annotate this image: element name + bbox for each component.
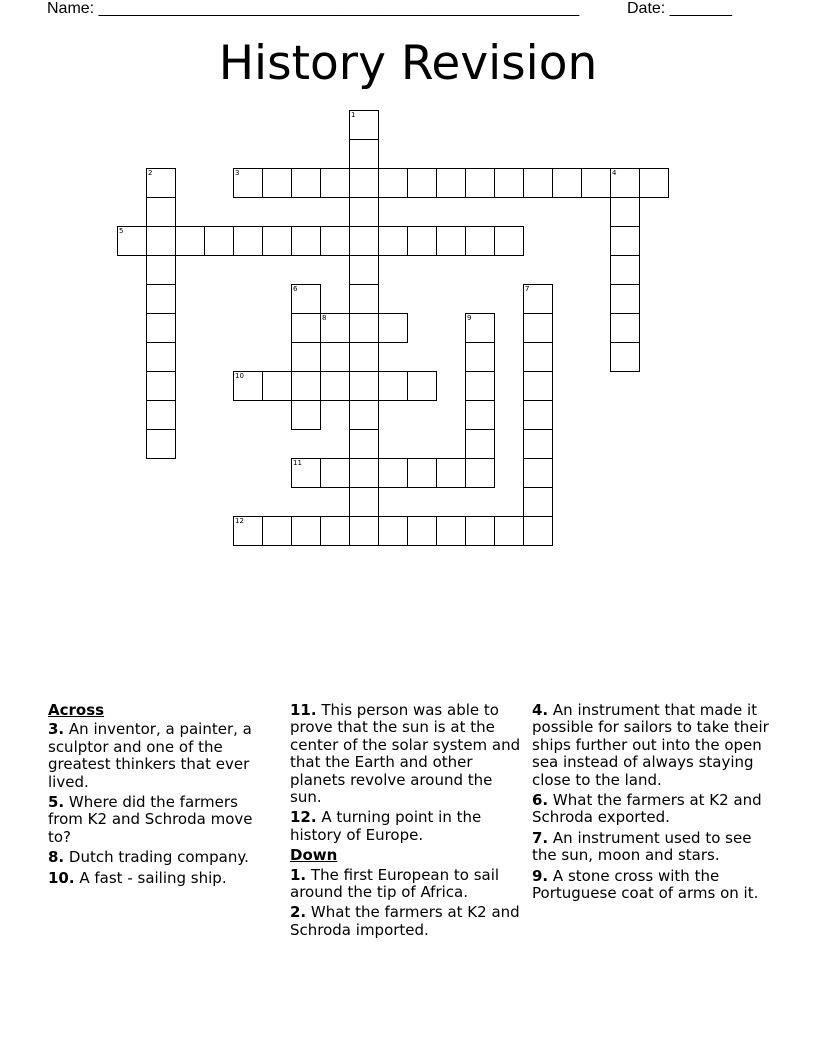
grid-cell[interactable] — [146, 313, 176, 343]
grid-cell[interactable] — [378, 516, 408, 546]
grid-cell[interactable] — [610, 284, 640, 314]
grid-cell[interactable] — [146, 255, 176, 285]
grid-cell[interactable] — [349, 255, 379, 285]
clues-column-1 — [48, 702, 276, 890]
grid-cell[interactable] — [436, 226, 466, 256]
clue-number: 12. — [290, 808, 317, 827]
grid-cell[interactable] — [320, 313, 350, 343]
clue-text: What the farmers at K2 and Schroda exported. — [532, 791, 762, 827]
grid-cell[interactable] — [436, 458, 466, 488]
grid-cell[interactable] — [349, 371, 379, 401]
clue-text: A stone cross with the Portuguese coat of arms on it. — [532, 866, 759, 903]
clue-text: The first European to sail around the tip of Africa. — [290, 865, 500, 902]
grid-cell[interactable] — [407, 168, 437, 198]
grid-cell[interactable] — [291, 313, 321, 343]
grid-cell[interactable] — [146, 226, 176, 256]
grid-cell[interactable] — [233, 168, 263, 198]
grid-cell[interactable] — [523, 371, 553, 401]
date-field-label[interactable]: Date: _______ — [627, 0, 732, 17]
grid-cell[interactable] — [610, 313, 640, 343]
grid-cell[interactable] — [291, 516, 321, 546]
grid-cell[interactable] — [523, 313, 553, 343]
grid-cell[interactable] — [320, 226, 350, 256]
grid-cell[interactable] — [349, 110, 379, 140]
grid-cell[interactable] — [494, 168, 524, 198]
clue-text: A fast - sailing ship. — [79, 868, 227, 887]
grid-cell[interactable] — [523, 342, 553, 372]
page-title: History Revision — [218, 36, 598, 91]
grid-cell[interactable] — [610, 226, 640, 256]
grid-cell[interactable] — [523, 168, 553, 198]
clue-number: 2. — [290, 903, 307, 922]
grid-cell[interactable] — [349, 487, 379, 517]
grid-cell[interactable] — [436, 516, 466, 546]
grid-cell[interactable] — [378, 168, 408, 198]
grid-cell[interactable] — [146, 284, 176, 314]
grid-cell[interactable] — [523, 458, 553, 488]
cell-number: 2 — [148, 169, 153, 177]
clue-number: 10. — [48, 868, 75, 887]
grid-cell[interactable] — [291, 284, 321, 314]
cell-number: 10 — [235, 372, 244, 380]
clue-down-9 — [532, 868, 772, 903]
grid-cell[interactable] — [407, 371, 437, 401]
grid-cell[interactable] — [523, 429, 553, 459]
cell-number: 11 — [293, 459, 302, 467]
clue-text: Dutch trading company. — [68, 848, 249, 867]
clue-down-4 — [532, 702, 772, 789]
clue-across-8 — [48, 849, 276, 866]
grid-cell[interactable] — [175, 226, 205, 256]
grid-cell[interactable] — [320, 371, 350, 401]
grid-cell[interactable] — [465, 400, 495, 430]
clue-down-2 — [290, 904, 525, 939]
grid-cell[interactable] — [349, 429, 379, 459]
clue-number: 6. — [532, 791, 549, 810]
grid-cell[interactable] — [233, 226, 263, 256]
grid-cell[interactable] — [349, 400, 379, 430]
cell-number: 8 — [322, 314, 327, 322]
clue-text: An inventor, a painter, a sculptor and one of the greatest thinkers that ever lived. — [48, 720, 252, 791]
grid-cell[interactable] — [320, 458, 350, 488]
grid-cell[interactable] — [407, 226, 437, 256]
clues-column-3 — [532, 702, 772, 905]
across-heading: Across — [48, 701, 105, 719]
grid-cell[interactable] — [117, 226, 147, 256]
grid-cell[interactable] — [262, 371, 292, 401]
clue-text: This person was able to prove that the sun is at the center of the solar system and that the Earth and other planets revolve around the sun. — [290, 701, 521, 807]
grid-cell[interactable] — [378, 226, 408, 256]
grid-cell[interactable] — [436, 168, 466, 198]
grid-cell[interactable] — [349, 197, 379, 227]
clue-number: 5. — [48, 793, 65, 812]
grid-cell[interactable] — [494, 516, 524, 546]
grid-cell[interactable] — [407, 516, 437, 546]
grid-cell[interactable] — [610, 342, 640, 372]
grid-cell[interactable] — [465, 168, 495, 198]
grid-cell[interactable] — [407, 458, 437, 488]
grid-cell[interactable] — [146, 168, 176, 198]
grid-cell[interactable] — [349, 516, 379, 546]
clue-number: 4. — [532, 701, 549, 719]
grid-cell[interactable] — [320, 516, 350, 546]
grid-cell[interactable] — [523, 400, 553, 430]
grid-cell[interactable] — [146, 371, 176, 401]
cell-number: 12 — [235, 517, 244, 525]
grid-cell[interactable] — [262, 168, 292, 198]
grid-cell[interactable] — [233, 516, 263, 546]
grid-cell[interactable] — [349, 168, 379, 198]
grid-cell[interactable] — [465, 429, 495, 459]
grid-cell[interactable] — [465, 516, 495, 546]
cell-number: 5 — [119, 227, 124, 235]
clue-text: An instrument used to see the sun, moon and stars. — [532, 828, 752, 865]
grid-cell[interactable] — [349, 226, 379, 256]
cell-number: 3 — [235, 169, 240, 177]
grid-cell[interactable] — [291, 168, 321, 198]
clue-across-5 — [48, 794, 276, 846]
clue-number: 9. — [532, 866, 549, 885]
grid-cell[interactable] — [523, 516, 553, 546]
grid-cell[interactable] — [233, 371, 263, 401]
clue-number: 11. — [290, 701, 317, 719]
grid-cell[interactable] — [378, 458, 408, 488]
clue-number: 3. — [48, 720, 65, 739]
grid-cell[interactable] — [291, 226, 321, 256]
grid-cell[interactable] — [494, 226, 524, 256]
clue-text: Where did the farmers from K2 and Schroda move to? — [48, 793, 253, 846]
grid-cell[interactable] — [349, 284, 379, 314]
grid-cell[interactable] — [320, 168, 350, 198]
grid-cell[interactable] — [349, 342, 379, 372]
grid-cell[interactable] — [552, 168, 582, 198]
grid-cell[interactable] — [291, 371, 321, 401]
grid-cell[interactable] — [349, 458, 379, 488]
clue-down-7 — [532, 830, 772, 865]
grid-cell[interactable] — [523, 487, 553, 517]
clue-number: 7. — [532, 828, 549, 847]
clue-number: 8. — [48, 848, 65, 867]
grid-cell[interactable] — [610, 255, 640, 285]
grid-cell[interactable] — [349, 313, 379, 343]
cell-number: 9 — [467, 314, 472, 322]
cell-number: 1 — [351, 111, 356, 119]
cell-number: 4 — [612, 169, 617, 177]
grid-cell[interactable] — [523, 284, 553, 314]
clue-text: What the farmers at K2 and Schroda imported. — [290, 903, 520, 939]
grid-cell[interactable] — [291, 342, 321, 372]
grid-cell[interactable] — [262, 516, 292, 546]
grid-cell[interactable] — [639, 168, 669, 198]
grid-cell[interactable] — [581, 168, 611, 198]
grid-cell[interactable] — [610, 168, 640, 198]
grid-cell[interactable] — [204, 226, 234, 256]
grid-cell[interactable] — [465, 342, 495, 372]
clue-down-6 — [532, 792, 772, 827]
clue-across-10 — [48, 870, 276, 887]
cell-number: 7 — [525, 285, 530, 293]
grid-cell[interactable] — [262, 226, 292, 256]
grid-cell[interactable] — [146, 429, 176, 459]
clue-number: 1. — [290, 865, 307, 884]
grid-cell[interactable] — [146, 342, 176, 372]
grid-cell[interactable] — [291, 400, 321, 430]
grid-cell[interactable] — [146, 400, 176, 430]
clues-column-2 — [290, 702, 525, 942]
clue-down-1 — [290, 867, 525, 902]
down-heading: Down — [290, 846, 338, 865]
name-field-label[interactable]: Name: ______________________________________________________ — [47, 0, 580, 17]
grid-cell[interactable] — [465, 458, 495, 488]
grid-cell[interactable] — [378, 313, 408, 343]
header-line — [47, 0, 747, 20]
grid-cell[interactable] — [349, 139, 379, 169]
clue-across-11 — [290, 702, 525, 806]
cell-number: 6 — [293, 285, 298, 293]
grid-cell[interactable] — [465, 371, 495, 401]
grid-cell[interactable] — [291, 458, 321, 488]
clue-text: An instrument that made it possible for sailors to take their ships further out into the open sea instead of always staying close to the land. — [532, 701, 769, 789]
grid-cell[interactable] — [465, 226, 495, 256]
clue-text: A turning point in the history of Europe. — [290, 808, 482, 844]
clue-across-3 — [48, 721, 276, 791]
grid-cell[interactable] — [465, 313, 495, 343]
grid-cell[interactable] — [146, 197, 176, 227]
grid-cell[interactable] — [610, 197, 640, 227]
clue-across-12 — [290, 809, 525, 844]
grid-cell[interactable] — [378, 371, 408, 401]
